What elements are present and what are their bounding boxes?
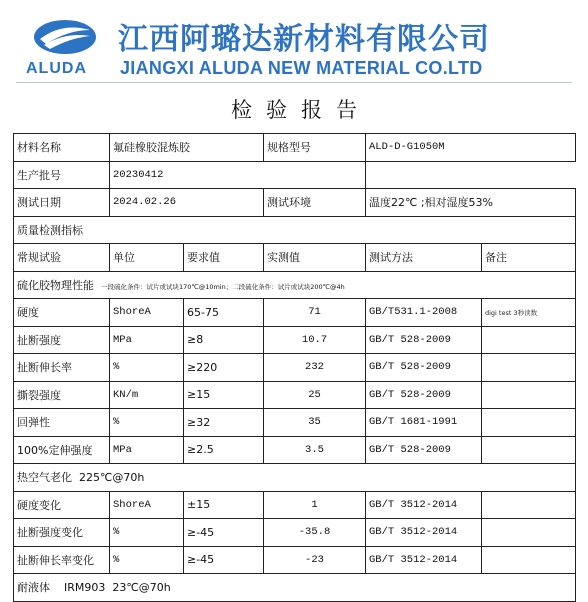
test-unit: ShoreA [110, 491, 184, 519]
test-name: 撕裂强度 [14, 381, 110, 409]
report-title: 检验报告 [231, 98, 371, 122]
test-method: GB/T 1681-1991 [366, 409, 482, 437]
section-fluid-medium: IRM903 [64, 581, 106, 595]
company-name-cn: 江西阿璐达新材料有限公司 [118, 22, 490, 57]
test-remark [482, 546, 576, 574]
env-value: 温度22℃ ;相对湿度53% [366, 189, 576, 217]
table-row [14, 491, 576, 519]
header-divider [16, 82, 572, 83]
brand-name: ALUDA [26, 60, 87, 77]
col-remark: 备注 [482, 244, 576, 272]
test-remark [482, 436, 576, 464]
col-unit: 单位 [110, 244, 184, 272]
test-value: 10.7 [264, 326, 366, 354]
company-logo-icon [32, 18, 98, 56]
test-value: -23 [264, 546, 366, 574]
test-value: 35 [264, 409, 366, 437]
test-required: ≥32 [184, 409, 264, 437]
date-value: 2024.02.26 [110, 189, 264, 217]
test-unit: % [110, 546, 184, 574]
test-remark [482, 409, 576, 437]
section-fluid-resistance-title: 耐液体 [17, 581, 50, 595]
table-row [14, 546, 576, 574]
quality-heading: 质量检测指标 [14, 216, 576, 244]
test-name: 100%定伸强度 [14, 436, 110, 464]
info-row-material [14, 134, 576, 162]
test-method: GB/T 3512-2014 [366, 519, 482, 547]
col-required: 要求值 [184, 244, 264, 272]
test-name: 扯断伸长率 [14, 354, 110, 382]
batch-label: 生产批号 [14, 161, 110, 189]
test-name: 回弹性 [14, 409, 110, 437]
test-method: GB/T531.1-2008 [366, 299, 482, 327]
col-method: 测试方法 [366, 244, 482, 272]
section-hot-air-aging-title: 热空气老化 [17, 471, 72, 485]
test-name: 硬度 [14, 299, 110, 327]
test-value: 232 [264, 354, 366, 382]
test-remark [482, 326, 576, 354]
blank-cell [366, 161, 576, 189]
test-method: GB/T 3512-2014 [366, 546, 482, 574]
test-required: 65-75 [184, 299, 264, 327]
test-name: 硬度变化 [14, 491, 110, 519]
col-measured: 实测值 [264, 244, 366, 272]
test-value: 71 [264, 299, 366, 327]
section-fluid-condition: 23℃@70h [112, 581, 171, 595]
test-method: GB/T 528-2009 [366, 381, 482, 409]
test-unit: KN/m [110, 381, 184, 409]
test-remark: digi test 3秒读数 [482, 299, 576, 327]
test-required: ≥-45 [184, 546, 264, 574]
test-method: GB/T 3512-2014 [366, 491, 482, 519]
spec-label: 规格型号 [264, 134, 366, 162]
section-vulcanizate-condition: 一段硫化条件：试片或试块170℃@10min；二段硫化条件：试片或试块200℃@4h [101, 282, 345, 291]
env-label: 测试环境 [264, 189, 366, 217]
date-label: 测试日期 [14, 189, 110, 217]
test-method: GB/T 528-2009 [366, 326, 482, 354]
test-unit: % [110, 354, 184, 382]
section-vulcanizate-row [14, 271, 576, 299]
test-value: -35.8 [264, 519, 366, 547]
column-header-row [14, 244, 576, 272]
table-row [14, 326, 576, 354]
test-value: 3.5 [264, 436, 366, 464]
section-fluid-resistance-row [14, 574, 576, 602]
test-required: ≥220 [184, 354, 264, 382]
test-remark [482, 519, 576, 547]
test-unit: ShoreA [110, 299, 184, 327]
table-row [14, 436, 576, 464]
test-unit: % [110, 409, 184, 437]
table-row [14, 519, 576, 547]
test-method: GB/T 528-2009 [366, 436, 482, 464]
test-name: 扯断伸长率变化 [14, 546, 110, 574]
material-label: 材料名称 [14, 134, 110, 162]
info-row-date [14, 189, 576, 217]
test-required: ≥8 [184, 326, 264, 354]
test-name: 扯断强度变化 [14, 519, 110, 547]
info-row-batch [14, 161, 576, 189]
test-unit: MPa [110, 326, 184, 354]
test-remark [482, 354, 576, 382]
section-fluid-resistance [14, 574, 576, 602]
table-row [14, 409, 576, 437]
test-remark [482, 491, 576, 519]
col-test: 常规试验 [14, 244, 110, 272]
batch-value: 20230412 [110, 161, 366, 189]
table-row [14, 354, 576, 382]
test-remark [482, 381, 576, 409]
company-name-en: JIANGXI ALUDA NEW MATERIAL CO.LTD [120, 58, 483, 78]
test-required: ≥-45 [184, 519, 264, 547]
table-row [14, 299, 576, 327]
section-hot-air-aging [14, 464, 576, 492]
quality-heading-row [14, 216, 576, 244]
test-method: GB/T 528-2009 [366, 354, 482, 382]
test-unit: MPa [110, 436, 184, 464]
test-unit: % [110, 519, 184, 547]
test-required: ≥2.5 [184, 436, 264, 464]
test-value: 1 [264, 491, 366, 519]
test-required: ≥15 [184, 381, 264, 409]
section-hot-air-aging-row [14, 464, 576, 492]
section-vulcanizate [14, 271, 576, 299]
section-hot-air-aging-condition: 225℃@70h [79, 471, 145, 485]
test-required: ±15 [184, 491, 264, 519]
spec-value: ALD-D-G1050M [366, 134, 576, 162]
section-vulcanizate-title: 硫化胶物理性能 [17, 278, 94, 292]
table-row [14, 381, 576, 409]
inspection-table [13, 133, 576, 602]
test-value: 25 [264, 381, 366, 409]
test-name: 扯断强度 [14, 326, 110, 354]
material-value: 氟硅橡胶混炼胶 [110, 134, 264, 162]
